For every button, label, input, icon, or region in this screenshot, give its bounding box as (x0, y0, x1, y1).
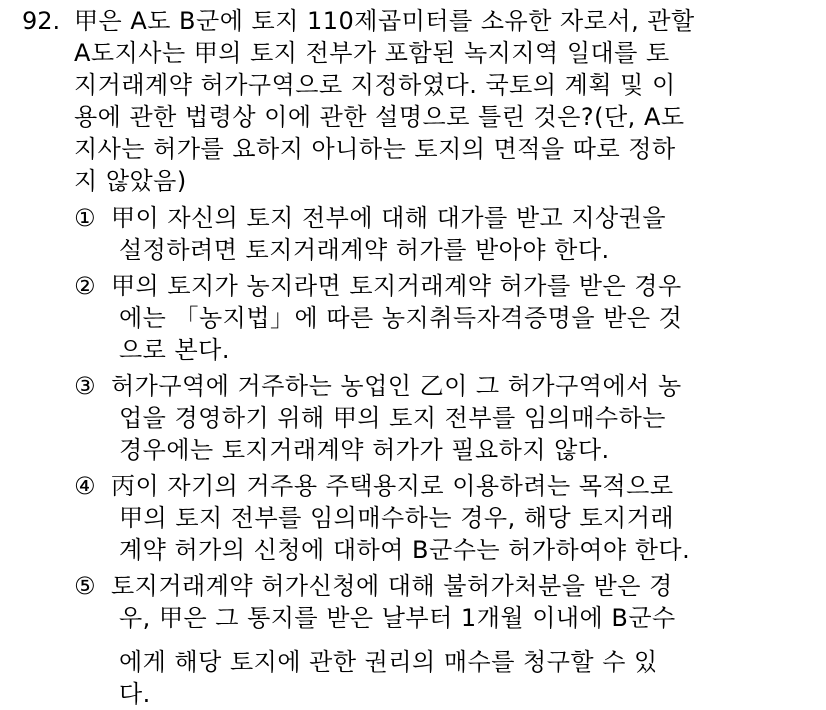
choice-text-line: 에는 「농지법」에 따른 농지취득자격증명을 받은 것 (119, 304, 683, 332)
choice-marker: ③ (74, 372, 96, 400)
choice-text-line: 다. (119, 680, 151, 708)
question-stem-line: 지거래계약 허가구역으로 지정하였다. 국토의 계획 및 이 (74, 71, 676, 99)
choice-marker: ⑤ (74, 572, 96, 600)
question-stem-line: 지사는 허가를 요하지 아니하는 토지의 면적을 따로 정하 (74, 135, 676, 163)
choice-text-line: 甲이 자신의 토지 전부에 대해 대가를 받고 지상권을 (111, 204, 667, 232)
choice-marker: ① (74, 204, 96, 232)
question-number: 92. (22, 7, 61, 35)
question-stem-line: 용에 관한 법령상 이에 관한 설명으로 틀린 것은?(단, A도 (74, 103, 685, 131)
choice-marker: ② (74, 272, 96, 300)
question-stem-line: A도지사는 甲의 토지 전부가 포함된 녹지지역 일대를 토 (74, 39, 670, 67)
choice-text-line: 甲의 토지가 농지라면 토지거래계약 허가를 받은 경우 (111, 272, 682, 300)
choice-text-line: 우, 甲은 그 통지를 받은 날부터 1개월 이내에 B군수 (119, 604, 676, 632)
choice-text-line: 甲의 토지 전부를 임의매수하는 경우, 해당 토지거래 (119, 504, 675, 532)
choice-text-line: 업을 경영하기 위해 甲의 토지 전부를 임의매수하는 (119, 404, 666, 432)
choice-text-line: 설정하려면 토지거래계약 허가를 받아야 한다. (119, 236, 610, 264)
choice-text-line: 경우에는 토지거래계약 허가가 필요하지 않다. (119, 436, 610, 464)
choice-text-line: 에게 해당 토지에 관한 권리의 매수를 청구할 수 있 (119, 648, 658, 676)
question-stem-line: 지 않았음) (74, 167, 187, 195)
choice-text-line: 계약 허가의 신청에 대하여 B군수는 허가하여야 한다. (119, 536, 691, 564)
choice-marker: ④ (74, 472, 96, 500)
choice-text-line: 丙이 자기의 거주용 주택용지로 이용하려는 목적으로 (111, 472, 674, 500)
question-stem-line: 甲은 A도 B군에 토지 110제곱미터를 소유한 자로서, 관할 (74, 7, 695, 35)
choice-text-line: 허가구역에 거주하는 농업인 乙이 그 허가구역에서 농 (111, 372, 682, 400)
choice-text-line: 으로 본다. (119, 336, 230, 364)
choice-text-line: 토지거래계약 허가신청에 대해 불허가처분을 받은 경 (111, 572, 673, 600)
